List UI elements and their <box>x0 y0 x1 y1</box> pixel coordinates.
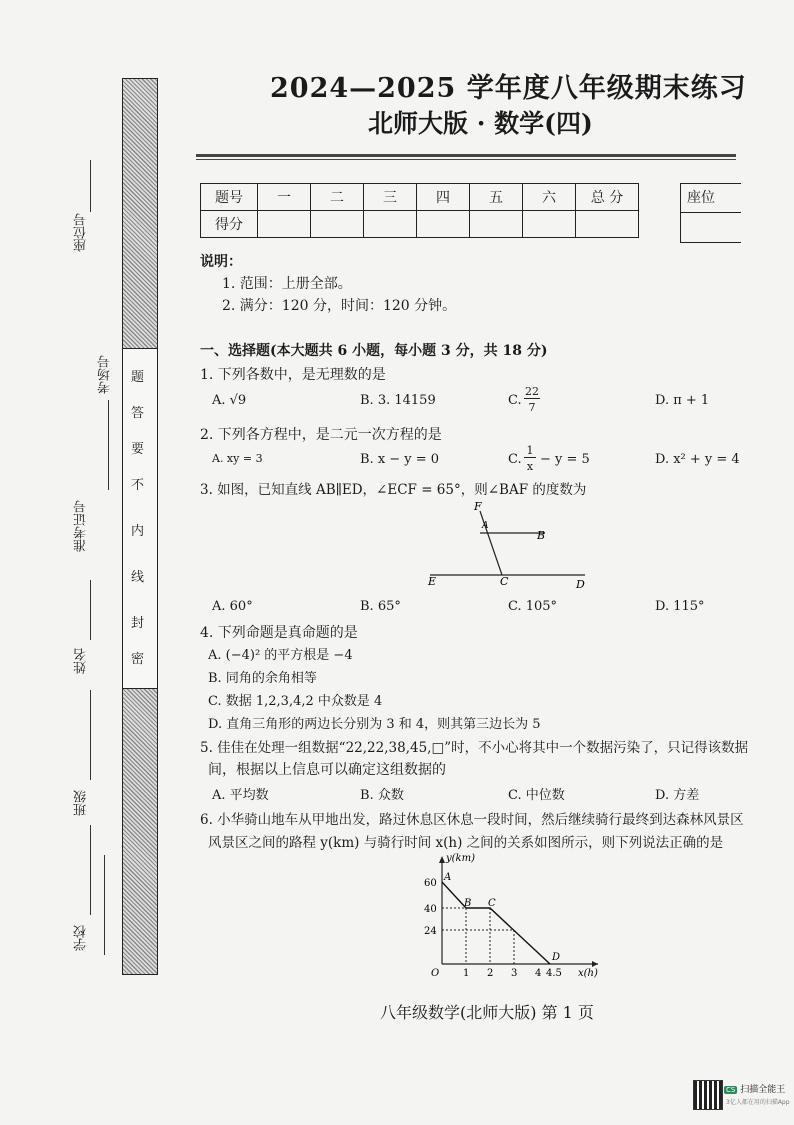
school-line <box>104 855 105 955</box>
y-tick-label: 60 <box>424 878 437 889</box>
ticket-number-line <box>90 580 91 640</box>
point-label-d: D <box>576 578 585 591</box>
option-b: B. 同角的余角相等 <box>208 671 317 686</box>
point-label-b: B <box>537 529 546 542</box>
point-label-b: B <box>464 898 472 909</box>
option-d: D. 115° <box>655 599 705 614</box>
instructions-item: 2. 满分：120 分，时间：120 分钟。 <box>222 298 457 314</box>
seal-char: 要 <box>131 442 145 457</box>
option-a: A. 平均数 <box>212 788 269 803</box>
seal-strip-top <box>122 78 158 350</box>
scan-app-badge <box>724 1082 785 1095</box>
instructions-item: 1. 范围：上册全部。 <box>222 276 352 292</box>
seal-char: 内 <box>131 524 145 539</box>
exam-room-line <box>108 400 109 490</box>
y-axis-arrow <box>439 856 445 863</box>
table-cell: 六 <box>523 184 576 211</box>
table-cell: 五 <box>470 184 523 211</box>
option-d: D. 方差 <box>655 788 700 803</box>
question-stem: 5. 佳佳在处理一组数据“22,22,38,45,□”时，不小心将其中一个数据污染了，只记得该数据 <box>200 740 749 756</box>
option-d: D. 直角三角形的两边长分别为 3 和 4，则其第三边长为 5 <box>208 717 541 732</box>
point-label-f: F <box>474 500 482 513</box>
fraction-denominator: 7 <box>528 401 536 414</box>
class-line <box>90 825 91 915</box>
question-stem: 6. 小华骑山地车从甲地出发，路过休息区休息一段时间，然后继续骑行最终到达森林风景区 <box>200 812 744 828</box>
seat-box-label: 座位 <box>681 184 741 213</box>
table-cell: 得分 <box>201 211 258 238</box>
option-a: A. xy = 3 <box>212 452 263 465</box>
score-input-cell[interactable] <box>576 211 639 238</box>
seal-char: 答 <box>131 406 145 421</box>
option-c-rest: − y = 5 <box>540 452 590 467</box>
table-cell: 三 <box>364 184 417 211</box>
y-tick-label: 24 <box>424 926 437 937</box>
section-heading: 一、选择题(本大题共 6 小题，每小题 3 分，共 18 分) <box>200 343 548 359</box>
score-table <box>200 183 639 238</box>
y-axis-label: y(km) <box>446 853 475 864</box>
exam-subtitle: 北师大版 · 数学(四) <box>368 109 593 138</box>
option-a: A. √9 <box>212 393 247 408</box>
x-axis-arrow <box>592 961 598 967</box>
table-cell: 总 分 <box>576 184 639 211</box>
class-label: 班级 <box>74 790 89 816</box>
scan-app-icon: CS <box>726 1086 736 1094</box>
option-d: D. π + 1 <box>655 393 710 408</box>
x-tick-label: 1 <box>463 968 470 979</box>
name-line <box>90 690 91 780</box>
option-a: A. 60° <box>212 599 253 614</box>
question-stem: 1. 下列各数中，是无理数的是 <box>200 367 386 383</box>
distance-line <box>442 882 550 964</box>
question-stem-cont: 风景区之间的路程 y(km) 与骑行时间 x(h) 之间的关系如图所示，则下列说法正确的是 <box>208 835 724 851</box>
point-label-e: E <box>428 575 437 588</box>
question-stem: 2. 下列各方程中，是二元一次方程的是 <box>200 427 442 443</box>
question-stem-cont: 间，根据以上信息可以确定这组数据的 <box>208 762 446 778</box>
origin-label: O <box>431 968 440 979</box>
table-cell: 二 <box>311 184 364 211</box>
option-c: C. 105° <box>508 599 558 614</box>
scan-app-tagline: 3亿人都在用的扫描App <box>726 1099 790 1106</box>
score-input-cell[interactable] <box>470 211 523 238</box>
option-b: B. 3. 14159 <box>360 393 436 408</box>
question-stem: 3. 如图，已知直线 AB∥ED，∠ECF = 65°，则∠BAF 的度数为 <box>200 482 587 498</box>
fraction-denominator: x <box>526 460 534 473</box>
point-label-a: A <box>482 521 489 531</box>
score-input-cell[interactable] <box>417 211 470 238</box>
option-b: B. x − y = 0 <box>360 452 440 467</box>
scan-app-name: 扫描全能王 <box>740 1085 786 1095</box>
instructions-heading: 说明： <box>200 254 242 270</box>
score-input-cell[interactable] <box>258 211 311 238</box>
seat-number-label: 座位号 <box>74 213 89 252</box>
seal-char: 密 <box>131 652 145 667</box>
point-label-a: A <box>444 872 452 883</box>
option-c: C. 数据 1,2,3,4,2 中众数是 4 <box>208 694 383 709</box>
table-cell: 题号 <box>201 184 258 211</box>
header-rule-thick <box>196 154 736 157</box>
school-label: 学校 <box>74 925 89 951</box>
seat-number-line <box>90 160 91 212</box>
option-c-prefix: C. <box>508 393 522 408</box>
header-rule-thin <box>196 159 736 160</box>
parallel-lines-figure <box>420 495 600 595</box>
option-b: B. 众数 <box>360 788 404 803</box>
option-c: C. 中位数 <box>508 788 565 803</box>
page-footer: 八年级数学(北师大版) 第 1 页 <box>380 1003 594 1022</box>
option-d: D. x² + y = 4 <box>655 452 740 467</box>
table-cell: 一 <box>258 184 311 211</box>
point-label-c: C <box>488 898 496 909</box>
fraction-numerator: 1 <box>524 444 536 458</box>
option-b: B. 65° <box>360 599 401 614</box>
option-c-prefix: C. <box>508 452 522 467</box>
name-label: 姓名 <box>74 648 89 674</box>
seal-char: 题 <box>131 370 145 385</box>
fraction-numerator: 22 <box>525 385 539 398</box>
question-stem: 4. 下列命题是真命题的是 <box>200 625 358 641</box>
point-label-c: C <box>500 575 509 588</box>
ticket-number-label: 准考证号 <box>74 500 89 552</box>
score-input-cell[interactable] <box>311 211 364 238</box>
point-label-d: D <box>552 952 561 963</box>
seat-box <box>680 183 741 243</box>
exam-room-label: 考场号 <box>98 355 113 394</box>
exam-title: 2024—2025 学年度八年级期末练习 <box>270 73 747 104</box>
seal-char: 封 <box>131 616 145 631</box>
x-tick-label: 3 <box>511 968 518 979</box>
seal-char: 线 <box>131 570 145 585</box>
x-tick-label: 4 <box>535 968 542 979</box>
distance-time-graph <box>418 852 608 980</box>
qr-code-icon <box>693 1080 723 1110</box>
table-cell: 四 <box>417 184 470 211</box>
score-input-cell[interactable] <box>523 211 576 238</box>
x-axis-label: x(h) <box>578 968 598 979</box>
x-tick-label: 4.5 <box>546 968 562 979</box>
seal-strip-middle <box>122 348 158 690</box>
option-a: A. (−4)² 的平方根是 −4 <box>208 648 353 663</box>
seal-strip-bottom <box>122 688 158 975</box>
table-row <box>201 211 639 238</box>
score-input-cell[interactable] <box>364 211 417 238</box>
x-tick-label: 2 <box>487 968 494 979</box>
y-tick-label: 40 <box>424 904 437 915</box>
table-row <box>201 184 639 211</box>
seal-char: 不 <box>131 478 145 493</box>
